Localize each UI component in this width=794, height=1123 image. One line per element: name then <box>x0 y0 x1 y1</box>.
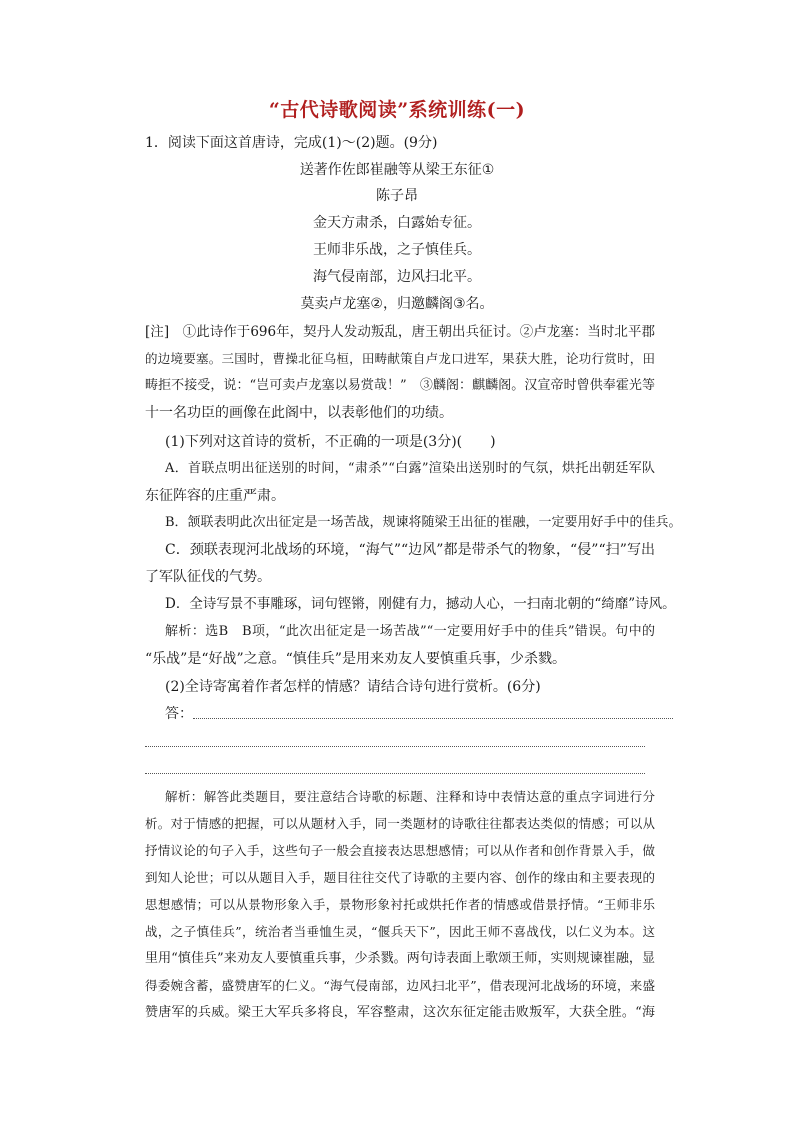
option-d-line-1: D．全诗写景不事雕琢，词句铿锵，刚健有力，撼动人心，一扫南北朝的“绮靡”诗风。 <box>165 596 676 612</box>
analysis-2-line-9: 赞唐军的兵威。梁王大军兵多将良，军容整肃，这次东征定能击败叛军，大获全胜。“海 <box>145 1005 655 1020</box>
option-c-line-2: 了军队征伐的气势。 <box>145 569 271 585</box>
poem-line-3: 海气侵南部，边风扫北平。 <box>313 269 481 285</box>
answer-label: 答： <box>165 706 193 722</box>
answer-line-2[interactable] <box>145 746 645 747</box>
option-b-line-1: B．颔联表明此次出征定是一场苦战，规谏将随梁王出征的崔融，一定要用好手中的佳兵。 <box>165 515 682 530</box>
note-line-1: [注] ①此诗作于696年，契丹人发动叛乱，唐王朝出兵征讨。②卢龙塞：当时北平郡 <box>145 324 655 340</box>
analysis-2-line-4: 到知人论世；可以从题目入手，题目往往交代了诗歌的主要内容、创作的缘由和主要表现的 <box>145 870 655 885</box>
option-a-line-2: 东征阵容的庄重严肃。 <box>145 488 285 504</box>
analysis-2-line-1: 解析：解答此类题目，要注意结合诗歌的标题、注释和诗中表情达意的重点字词进行分 <box>165 789 655 804</box>
page-title: “古代诗歌阅读”系统训练(一) <box>268 99 526 121</box>
poem-author: 陈子昂 <box>376 188 418 204</box>
analysis-2-line-2: 析。对于情感的把握，可以从题材入手，同一类题材的诗歌往往都表达类似的情感；可以从 <box>145 816 655 831</box>
sub-question-2: (2)全诗寄寓着作者怎样的情感？请结合诗句进行赏析。(6分) <box>165 679 541 695</box>
analysis-1-line-1: 解析：选B B项，“此次出征定是一场苦战”“一定要用好手中的佳兵”错误。句中的 <box>165 624 655 639</box>
analysis-2-line-7: 里用“慎佳兵”来劝友人要慎重兵事，少杀戮。两句诗表面上歌颂王师，实则规谏崔融，显 <box>145 951 655 966</box>
poem-title: 送著作佐郎崔融等从梁王东征① <box>299 162 495 178</box>
analysis-2-line-6: 战，之子慎佳兵”，统治者当垂恤生灵，“偃兵天下”，因此王师不喜战伐，以仁义为本。这 <box>145 924 655 939</box>
analysis-2-line-3: 抒情议论的句子入手，这些句子一般会直接表达思想感情；可以从作者和创作背景入手，做 <box>145 843 655 858</box>
poem-line-1: 金天方肃杀，白露始专征。 <box>313 215 481 231</box>
question-intro: 1．阅读下面这首唐诗，完成(1)～(2)题。(9分) <box>145 135 438 151</box>
analysis-1-line-2: “乐战”是“好战”之意。“慎佳兵”是用来劝友人要慎重兵事，少杀戮。 <box>145 651 566 667</box>
analysis-2-line-8: 得委婉含蓄，盛赞唐军的仁义。“海气侵南部，边风扫北平”，借表现河北战场的环境，来盛 <box>145 978 655 993</box>
answer-line-3[interactable] <box>145 773 645 774</box>
poem-line-2: 王师非乐战，之子慎佳兵。 <box>313 242 481 258</box>
poem-line-4: 莫卖卢龙塞②，归邀麟阁③名。 <box>300 296 494 312</box>
answer-line-1[interactable] <box>193 718 673 719</box>
analysis-2-line-5: 思想感情；可以从景物形象入手，景物形象衬托或烘托作者的情感或借景抒情。“王师非乐 <box>145 897 655 912</box>
option-a-line-1: A．首联点明出征送别的时间，“肃杀”“白露”渲染出送别时的气氛，烘托出朝廷军队 <box>165 461 655 476</box>
sub-question-1: (1)下列对这首诗的赏析，不正确的一项是(3分)( ) <box>165 434 496 450</box>
note-line-2: 的边境要塞。三国时，曹操北征乌桓，田畴献策自卢龙口进军，果获大胜，论功行赏时，田 <box>145 351 655 366</box>
note-line-3: 畴拒不接受，说：“岂可卖卢龙塞以易赏哉！” ③麟阁：麒麟阁。汉宣帝时曾供奉霍光等 <box>145 378 655 393</box>
option-c-line-1: C．颈联表现河北战场的环境，“海气”“边风”都是带杀气的物象，“侵”“扫”写出 <box>165 542 655 558</box>
note-line-4: 十一名功臣的画像在此阁中，以表彰他们的功绩。 <box>145 405 453 421</box>
